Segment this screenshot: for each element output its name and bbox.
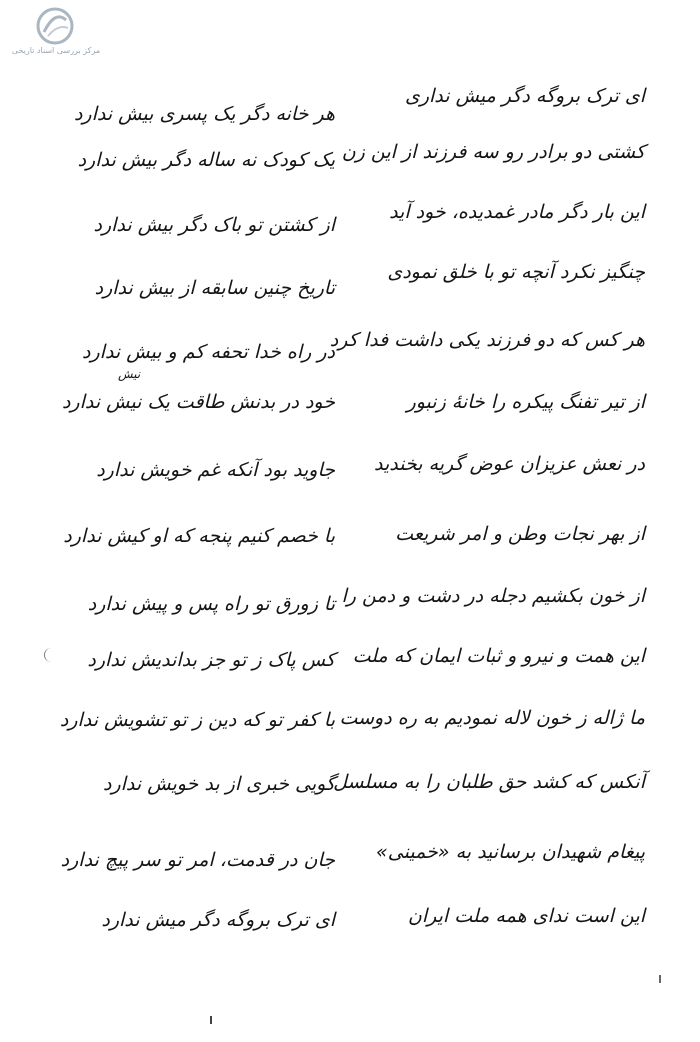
couplet-right-hemistich: ای ترک بروگه دگر میش نداری	[404, 85, 645, 107]
couplet-left-hemistich: جان در قدمت، امر تو سر پیچ ندارد	[60, 849, 335, 871]
couplet-right-hemistich: از بهر نجات وطن و امر شریعت	[395, 523, 645, 545]
couplet-right-hemistich: این بار دگر مادر غمدیده، خود آید	[389, 201, 645, 223]
margin-bracket-mark	[44, 648, 55, 662]
couplet-left-hemistich: در راه خدا تحفه کم و بیش ندارد	[82, 341, 335, 363]
couplet-right-hemistich: ما ژاله ز خون لاله نمودیم به ره دوست	[339, 707, 645, 729]
couplet-left-hemistich: خود در بدنش طاقت یک نیش ندارد	[61, 391, 335, 413]
edge-ink-mark	[659, 975, 661, 983]
couplet-left-hemistich: با کفر تو که دین ز تو تشویش ندارد	[59, 709, 335, 731]
couplet-left-hemistich: گویی خبری از بد خویش ندارد	[103, 773, 335, 795]
archive-logo-text: مرکز بررسی اسناد تاریخی	[11, 46, 101, 55]
couplet-left-hemistich: کس پاک ز تو جز بداندیش ندارد	[87, 649, 335, 671]
couplet-left-hemistich: تا زورق تو راه پس و پیش ندارد	[87, 593, 335, 615]
couplet-right-hemistich: از خون بکشیم دجله در دشت و دمن را	[341, 585, 645, 607]
couplet-left-hemistich: با خصم کنیم پنجه که او کیش ندارد	[63, 525, 335, 547]
couplet-left-hemistich: هر خانه دگر یک پسری بیش ندارد	[73, 103, 335, 125]
bottom-ink-mark	[210, 1016, 212, 1024]
couplet-right-hemistich: آنکس که کشد حق طلبان را به مسلسل	[333, 771, 645, 793]
couplet-left-hemistich: تاریخ چنین سابقه از بیش ندارد	[94, 277, 335, 299]
couplet-right-hemistich: از تیر تفنگ پیکره را خانهٔ زنبور	[406, 391, 645, 413]
couplet-left-hemistich: ای ترک بروگه دگر میش ندارد	[101, 909, 335, 931]
interlinear-correction: نیش	[118, 367, 141, 381]
couplet-left-hemistich: یک کودک نه ساله دگر بیش ندارد	[77, 149, 335, 171]
couplet-right-hemistich: چنگیز نکرد آنچه تو با خلق نمودی	[387, 261, 645, 283]
couplet-right-hemistich: پیغام شهیدان برسانید به «خمینی»	[376, 841, 645, 863]
couplet-right-hemistich: این است ندای همه ملت ایران	[407, 905, 645, 927]
couplet-left-hemistich: از کشتن تو باک دگر بیش ندارد	[93, 214, 335, 236]
couplet-right-hemistich: در نعش عزیزان عوض گریه بخندید	[374, 453, 645, 475]
couplet-right-hemistich: هر کس که دو فرزند یکی داشت فدا کرد	[329, 329, 645, 351]
couplet-left-hemistich: جاوید بود آنکه غم خویش ندارد	[96, 459, 335, 481]
couplet-right-hemistich: کشتی دو برادر رو سه فرزند از این زن	[341, 141, 645, 163]
couplet-right-hemistich: این همت و نیرو و ثبات ایمان که ملت	[352, 645, 645, 667]
